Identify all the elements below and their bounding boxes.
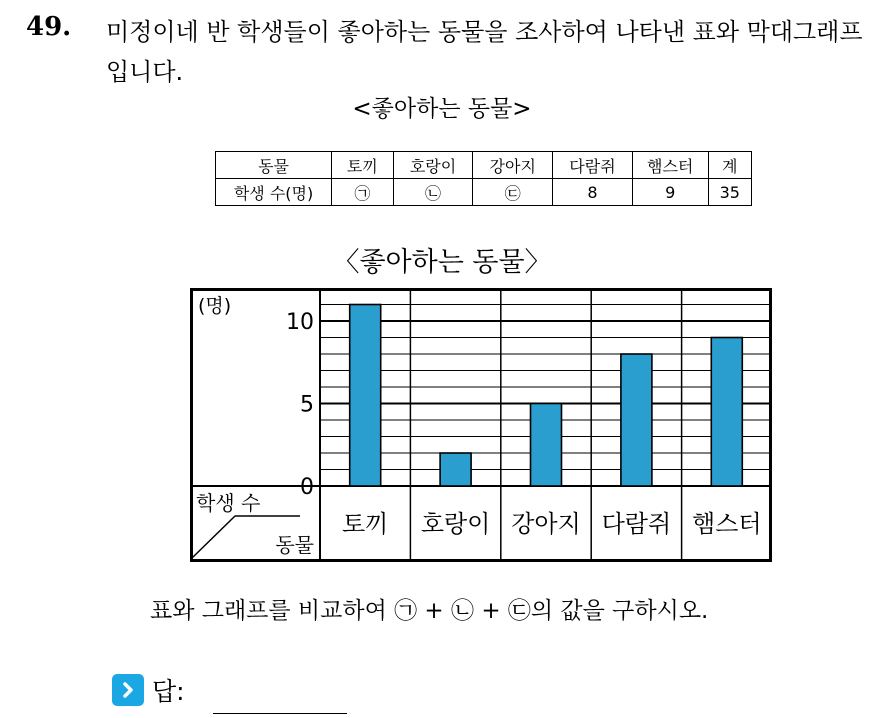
x-tick-label: 다람쥐 [601, 510, 672, 538]
corner-label: 학생 수 [196, 491, 261, 515]
y-tick-label: 5 [300, 392, 314, 418]
answer-label: 답: [152, 677, 185, 706]
x-tick-label: 햄스터 [692, 510, 762, 538]
bar [621, 354, 652, 486]
x-tick-label: 호랑이 [420, 510, 491, 538]
table-cell: 학생 수(명) [216, 179, 332, 206]
x-tick-label: 강아지 [511, 510, 581, 538]
question-text: 미정이네 반 학생들이 좋아하는 동물을 조사하여 나타낸 표와 막대그래프입니다. [106, 18, 863, 86]
answer-blank[interactable] [213, 713, 347, 714]
bar [350, 305, 381, 487]
table-header-cell: 강아지 [473, 152, 553, 179]
bar [711, 338, 742, 487]
table-caption: <좋아하는 동물> [352, 96, 532, 122]
y-tick-label: 0 [300, 475, 314, 500]
table-header-cell: 햄스터 [632, 152, 708, 179]
x-axis-label: 동물 [275, 533, 314, 557]
instruction-text: 표와 그래프를 비교하여 ㉠ + ㉡ + ㉢의 값을 구하시오. [150, 598, 709, 624]
chevron-right-icon [112, 674, 144, 706]
question-number: 49. [26, 12, 72, 42]
table-cell: 9 [632, 179, 708, 206]
table-header-cell: 호랑이 [393, 152, 473, 179]
table-header-cell: 다람쥐 [553, 152, 633, 179]
bar [531, 404, 562, 487]
bar [440, 453, 471, 486]
y-axis-unit: (명) [198, 295, 232, 317]
table-cell: ㉠ [332, 179, 394, 206]
data-table [215, 151, 752, 206]
table-header-row [216, 152, 752, 179]
y-tick-label: 10 [286, 310, 314, 335]
answer-area [112, 672, 185, 708]
table-cell: 8 [553, 179, 633, 206]
table-header-cell: 토끼 [332, 152, 394, 179]
table-cell: 35 [708, 179, 751, 206]
table-header-cell: 계 [708, 152, 751, 179]
table-data-row [216, 179, 752, 206]
table-header-cell: 동물 [216, 152, 332, 179]
chart-title: 〈좋아하는 동물〉 [332, 247, 552, 278]
bar-chart [190, 288, 772, 562]
table-cell: ㉡ [393, 179, 473, 206]
x-tick-label: 토끼 [342, 510, 389, 538]
table-cell: ㉢ [473, 179, 553, 206]
corner-diagonal [192, 516, 235, 558]
